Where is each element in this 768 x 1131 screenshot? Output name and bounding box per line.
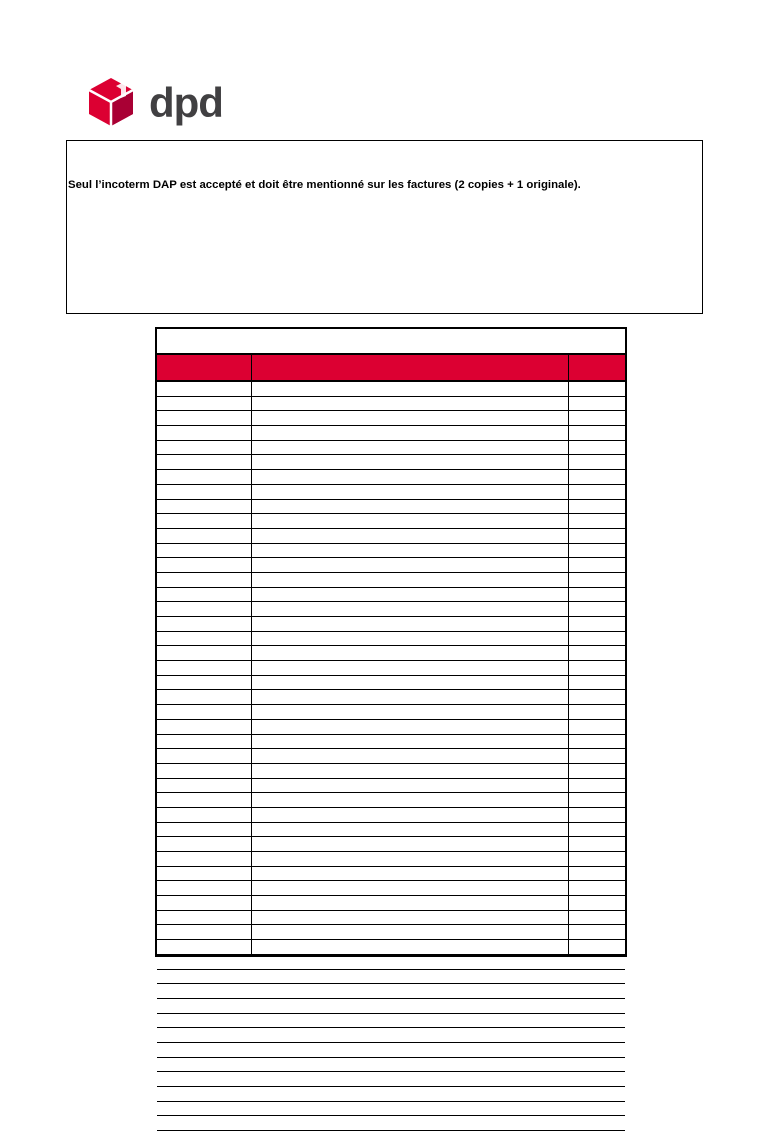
table-cell[interactable]	[568, 749, 625, 763]
table-row	[157, 470, 625, 485]
table-row	[157, 690, 625, 705]
table-cell[interactable]	[157, 514, 251, 528]
table-row	[157, 720, 625, 735]
table-cell[interactable]	[251, 970, 568, 984]
header-cell-3	[568, 355, 625, 380]
table-cell[interactable]	[251, 823, 568, 837]
table-cell[interactable]	[568, 911, 625, 925]
table-cell[interactable]	[251, 896, 568, 910]
table-cell[interactable]	[157, 970, 251, 984]
table-cell[interactable]	[251, 881, 568, 895]
table-cell[interactable]	[251, 793, 568, 807]
table-cell[interactable]	[251, 514, 568, 528]
table-cell[interactable]	[157, 1087, 251, 1101]
table-cell[interactable]	[568, 441, 625, 455]
table-cell[interactable]	[251, 455, 568, 469]
table-cell[interactable]	[157, 999, 251, 1013]
table-row	[157, 602, 625, 617]
table-cell[interactable]	[251, 470, 568, 484]
table-cell[interactable]	[568, 661, 625, 675]
table-cell[interactable]	[568, 573, 625, 587]
table-cell[interactable]	[251, 705, 568, 719]
table-cell[interactable]	[157, 1072, 251, 1086]
table-cell[interactable]	[157, 1102, 251, 1116]
table-cell[interactable]	[251, 1087, 568, 1101]
table-cell[interactable]	[568, 837, 625, 851]
table-cell[interactable]	[251, 397, 568, 411]
table-row	[157, 455, 625, 470]
table-cell[interactable]	[157, 720, 251, 734]
table-row	[157, 1116, 625, 1131]
table-cell[interactable]	[251, 632, 568, 646]
table-cell[interactable]	[251, 852, 568, 866]
table-cell[interactable]	[157, 544, 251, 558]
notice-box	[66, 140, 703, 314]
table-cell[interactable]	[157, 1014, 251, 1028]
table-cell[interactable]	[251, 573, 568, 587]
table-cell[interactable]	[568, 558, 625, 572]
table-cell[interactable]	[251, 1102, 568, 1116]
table-cell[interactable]	[251, 940, 568, 954]
table-cell[interactable]	[568, 764, 625, 778]
table-cell[interactable]	[157, 426, 251, 440]
table-row	[157, 1102, 625, 1117]
table-cell[interactable]	[251, 676, 568, 690]
table-cell[interactable]	[157, 955, 251, 969]
table-row	[157, 735, 625, 750]
table-row	[157, 441, 625, 456]
table-row	[157, 588, 625, 603]
table-cell[interactable]	[157, 705, 251, 719]
table-row	[157, 808, 625, 823]
items-table	[155, 327, 627, 957]
table-row	[157, 896, 625, 911]
table-cell[interactable]	[157, 793, 251, 807]
table-cell[interactable]	[568, 602, 625, 616]
table-cell[interactable]	[157, 573, 251, 587]
table-cell[interactable]	[251, 984, 568, 998]
table-cell[interactable]	[251, 529, 568, 543]
table-cell[interactable]	[568, 514, 625, 528]
header-cell-2	[251, 355, 568, 380]
table-cell[interactable]	[568, 588, 625, 602]
table-cell[interactable]	[157, 735, 251, 749]
table-row	[157, 911, 625, 926]
table-cell[interactable]	[157, 749, 251, 763]
table-body	[157, 382, 625, 1131]
table-cell[interactable]	[251, 646, 568, 660]
table-cell[interactable]	[568, 955, 625, 969]
table-row	[157, 514, 625, 529]
table-cell[interactable]	[157, 1116, 251, 1130]
table-cell[interactable]	[568, 1014, 625, 1028]
table-cell[interactable]	[568, 397, 625, 411]
table-cell[interactable]	[157, 617, 251, 631]
table-cell[interactable]	[157, 661, 251, 675]
table-cell[interactable]	[157, 764, 251, 778]
table-cell[interactable]	[568, 500, 625, 514]
table-cell[interactable]	[157, 1028, 251, 1042]
table-row	[157, 970, 625, 985]
table-cell[interactable]	[568, 1043, 625, 1057]
dpd-logo	[86, 76, 226, 128]
table-cell[interactable]	[157, 852, 251, 866]
table-cell[interactable]	[568, 529, 625, 543]
table-cell[interactable]	[251, 1014, 568, 1028]
table-cell[interactable]	[568, 984, 625, 998]
table-cell[interactable]	[251, 1043, 568, 1057]
table-cell[interactable]	[251, 411, 568, 425]
table-cell[interactable]	[251, 690, 568, 704]
table-cell[interactable]	[251, 441, 568, 455]
table-cell[interactable]	[568, 646, 625, 660]
table-cell[interactable]	[568, 1058, 625, 1072]
table-cell[interactable]	[568, 735, 625, 749]
table-cell[interactable]	[157, 779, 251, 793]
table-cell[interactable]	[251, 382, 568, 396]
table-cell[interactable]	[568, 382, 625, 396]
table-row	[157, 485, 625, 500]
table-row	[157, 1043, 625, 1058]
column-divider	[568, 355, 569, 955]
parcel-cube-icon	[86, 76, 136, 128]
table-cell[interactable]	[568, 690, 625, 704]
table-row	[157, 764, 625, 779]
table-cell[interactable]	[568, 720, 625, 734]
table-cell[interactable]	[157, 911, 251, 925]
table-row	[157, 881, 625, 896]
table-row	[157, 1058, 625, 1073]
table-cell[interactable]	[251, 588, 568, 602]
table-row	[157, 793, 625, 808]
table-row	[157, 544, 625, 559]
table-cell[interactable]	[251, 500, 568, 514]
table-cell[interactable]	[568, 470, 625, 484]
table-cell[interactable]	[251, 485, 568, 499]
table-cell[interactable]	[251, 661, 568, 675]
table-row	[157, 397, 625, 412]
table-cell[interactable]	[568, 705, 625, 719]
table-row	[157, 940, 625, 955]
table-cell[interactable]	[568, 632, 625, 646]
table-cell[interactable]	[157, 646, 251, 660]
table-row	[157, 867, 625, 882]
table-row	[157, 632, 625, 647]
table-cell[interactable]	[157, 632, 251, 646]
table-cell[interactable]	[568, 411, 625, 425]
table-cell[interactable]	[568, 1072, 625, 1086]
table-cell[interactable]	[568, 779, 625, 793]
table-cell[interactable]	[251, 735, 568, 749]
table-cell[interactable]	[568, 896, 625, 910]
table-row	[157, 676, 625, 691]
table-cell[interactable]	[157, 940, 251, 954]
table-cell[interactable]	[157, 823, 251, 837]
table-cell[interactable]	[157, 558, 251, 572]
table-row	[157, 779, 625, 794]
table-row	[157, 749, 625, 764]
table-row	[157, 705, 625, 720]
table-cell[interactable]	[568, 823, 625, 837]
table-row	[157, 823, 625, 838]
table-cell[interactable]	[157, 500, 251, 514]
table-cell[interactable]	[157, 382, 251, 396]
table-cell[interactable]	[568, 617, 625, 631]
table-cell[interactable]	[157, 529, 251, 543]
table-cell[interactable]	[157, 881, 251, 895]
table-cell[interactable]	[568, 852, 625, 866]
table-cell[interactable]	[251, 1028, 568, 1042]
table-cell[interactable]	[157, 470, 251, 484]
table-cell[interactable]	[568, 925, 625, 939]
table-cell[interactable]	[251, 925, 568, 939]
table-row	[157, 999, 625, 1014]
table-cell[interactable]	[251, 426, 568, 440]
table-cell[interactable]	[157, 397, 251, 411]
table-cell[interactable]	[251, 1058, 568, 1072]
table-row	[157, 1072, 625, 1087]
table-cell[interactable]	[568, 676, 625, 690]
table-cell[interactable]	[157, 925, 251, 939]
table-cell[interactable]	[157, 896, 251, 910]
table-cell[interactable]	[568, 1087, 625, 1101]
table-cell[interactable]	[251, 764, 568, 778]
table-cell[interactable]	[251, 867, 568, 881]
table-cell[interactable]	[251, 808, 568, 822]
table-row	[157, 984, 625, 999]
table-cell[interactable]	[157, 602, 251, 616]
table-cell[interactable]	[568, 455, 625, 469]
table-row	[157, 661, 625, 676]
table-cell[interactable]	[157, 455, 251, 469]
table-cell[interactable]	[157, 411, 251, 425]
table-cell[interactable]	[157, 441, 251, 455]
table-cell[interactable]	[157, 690, 251, 704]
table-cell[interactable]	[568, 1102, 625, 1116]
table-row	[157, 558, 625, 573]
table-cell[interactable]	[568, 793, 625, 807]
table-cell[interactable]	[568, 999, 625, 1013]
table-cell[interactable]	[157, 588, 251, 602]
table-row	[157, 500, 625, 515]
logo-wordmark: dpd	[149, 79, 223, 126]
table-row	[157, 426, 625, 441]
table-row	[157, 1014, 625, 1029]
table-cell[interactable]	[157, 676, 251, 690]
table-header	[157, 355, 625, 382]
table-cell[interactable]	[251, 544, 568, 558]
table-cell[interactable]	[568, 940, 625, 954]
table-row	[157, 617, 625, 632]
table-cell[interactable]	[251, 617, 568, 631]
table-cell[interactable]	[157, 485, 251, 499]
table-cell[interactable]	[568, 808, 625, 822]
table-row	[157, 1087, 625, 1102]
table-row	[157, 382, 625, 397]
table-row	[157, 646, 625, 661]
table-title-row	[157, 329, 625, 355]
table-cell[interactable]	[251, 1072, 568, 1086]
table-cell[interactable]	[157, 808, 251, 822]
header-cell-1	[157, 355, 251, 380]
table-cell[interactable]	[568, 544, 625, 558]
table-cell[interactable]	[157, 867, 251, 881]
column-divider	[251, 355, 252, 955]
table-row	[157, 852, 625, 867]
table-cell[interactable]	[568, 485, 625, 499]
table-cell[interactable]	[251, 779, 568, 793]
table-cell[interactable]	[251, 837, 568, 851]
table-row	[157, 573, 625, 588]
table-cell[interactable]	[568, 867, 625, 881]
table-row	[157, 955, 625, 970]
table-cell[interactable]	[251, 1116, 568, 1130]
table-row	[157, 837, 625, 852]
table-cell[interactable]	[251, 911, 568, 925]
table-cell[interactable]	[568, 1028, 625, 1042]
table-row	[157, 529, 625, 544]
table-row	[157, 411, 625, 426]
incoterm-notice: Seul l’incoterm DAP est accepté et doit être mentionné sur les factures (2 copies + 1 originale).	[68, 179, 581, 191]
table-cell[interactable]	[568, 881, 625, 895]
table-cell[interactable]	[157, 837, 251, 851]
table-cell[interactable]	[157, 984, 251, 998]
table-cell[interactable]	[157, 1043, 251, 1057]
table-cell[interactable]	[568, 970, 625, 984]
table-cell[interactable]	[251, 955, 568, 969]
table-row	[157, 1028, 625, 1043]
table-row	[157, 925, 625, 940]
table-cell[interactable]	[157, 1058, 251, 1072]
table-cell[interactable]	[251, 999, 568, 1013]
table-cell[interactable]	[251, 602, 568, 616]
table-cell[interactable]	[568, 1116, 625, 1130]
table-cell[interactable]	[251, 749, 568, 763]
table-cell[interactable]	[568, 426, 625, 440]
table-cell[interactable]	[251, 720, 568, 734]
table-cell[interactable]	[251, 558, 568, 572]
